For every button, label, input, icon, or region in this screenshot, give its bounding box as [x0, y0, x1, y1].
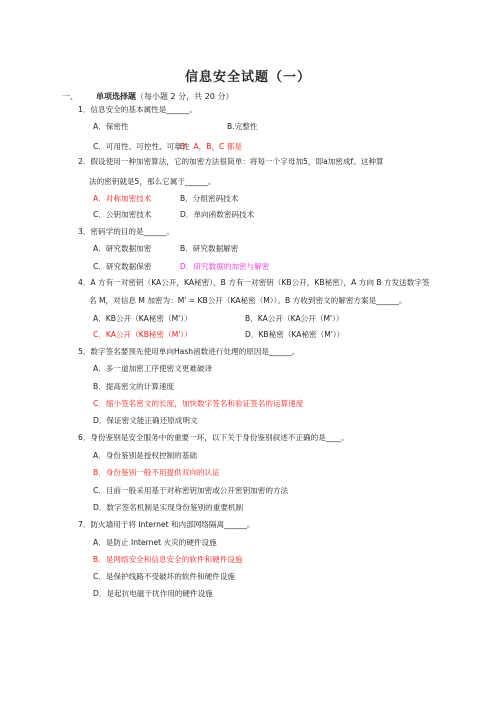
q7-option-d: D．是起抗电磁干扰作用的硬件设施: [93, 589, 213, 598]
q7-option-a: A．是防止 Internet 火灾的硬件设施: [93, 538, 217, 547]
q5-option-c: C．缩小签名密文的长度，加快数字签名和验证签名的运算速度: [93, 399, 304, 408]
q2-option-a: A．对称加密技术: [93, 194, 152, 203]
question-6: 6．身份鉴别是安全服务中的重要一环，以下关于身份鉴别叙述不正确的是____。: [78, 433, 349, 442]
q3-option-b: B．研究数据解密: [180, 244, 239, 253]
q4-option-c: C．KA公开（KB秘密（M'））: [93, 330, 192, 339]
q2-option-d: D．单向函数密码技术: [180, 210, 255, 219]
q5-option-d: D．保证密文能正确还原成明文: [93, 416, 198, 425]
q4-option-d: D．KB秘密（KA秘密（M'））: [245, 330, 345, 339]
question-2: 2．假设使用一种加密算法，它的加密方法很简单：将每一个字母加5，即a加密成f。这种算: [78, 157, 384, 166]
q3-option-d: D．研究数据的加密与解密: [180, 262, 270, 271]
q7-option-b: B．是网络安全和信息安全的软件和硬件设施: [93, 555, 243, 564]
question-3: 3．密码学的目的是______。: [78, 227, 174, 236]
q6-option-c: C．目前一般采用基于对称密钥加密或公开密钥加密的方法: [93, 486, 289, 495]
q5-option-a: A．多一道加密工序使密文更难破译: [93, 364, 213, 373]
q6-option-b: B．身份鉴别一般不用提供双向的认证: [93, 468, 220, 477]
question-2-cont: 法的密钥就是5，那么它属于______。: [89, 177, 216, 186]
q1-option-b: B.完整性: [227, 122, 258, 131]
question-5: 5．数字签名要预先使用单向Hash函数进行处理的原因是______。: [78, 347, 300, 356]
q4-option-b: B．KA公开（KA公开（M'））: [245, 314, 344, 323]
q7-option-c: C．是保护线路不受破坏的软件和硬件设施: [93, 572, 235, 581]
q3-option-a: A．研究数据加密: [93, 244, 152, 253]
section-title: 单项选择题: [96, 92, 136, 101]
question-4: 4．A 方有一对密钥（KA公开，KA秘密），B 方有一对密钥（KB公开，KB秘密），A 方向 B 方发送数字签: [78, 278, 430, 287]
q5-option-b: B．提高密文的计算速度: [93, 382, 175, 391]
q6-option-d: D．数字签名机制是实现身份鉴别的重要机制: [93, 503, 244, 512]
q3-option-c: C．研究数据保密: [93, 262, 152, 271]
q2-option-c: C．公钥加密技术: [93, 210, 152, 219]
section-number: 一、: [62, 92, 78, 101]
page-title: 信息安全试题（一）: [184, 70, 311, 85]
question-7: 7．防火墙用于将 Internet 和内部网络隔离______。: [78, 520, 255, 529]
q4-option-a: A．KB公开（KA秘密（M'））: [93, 314, 192, 323]
q2-option-b: B．分组密码技术: [180, 194, 239, 203]
section-note: （每小题 2 分，共 20 分）: [136, 92, 234, 101]
q1-option-a: A．保密性: [93, 122, 129, 131]
question-1: 1．信息安全的基本属性是______。: [78, 105, 197, 114]
q1-option-d: D．A，B，C 都是: [180, 142, 242, 151]
q1-option-c: C．可用性、可控性、可靠性: [93, 142, 190, 151]
section-heading: [62, 91, 233, 102]
question-4-cont: 名 M，对信息 M 加密为：M' = KB公开（KA秘密（M））。B 方收到密文的解密方案是______。: [89, 296, 407, 305]
q6-option-a: A．身份鉴别是授权控制的基础: [93, 451, 197, 460]
